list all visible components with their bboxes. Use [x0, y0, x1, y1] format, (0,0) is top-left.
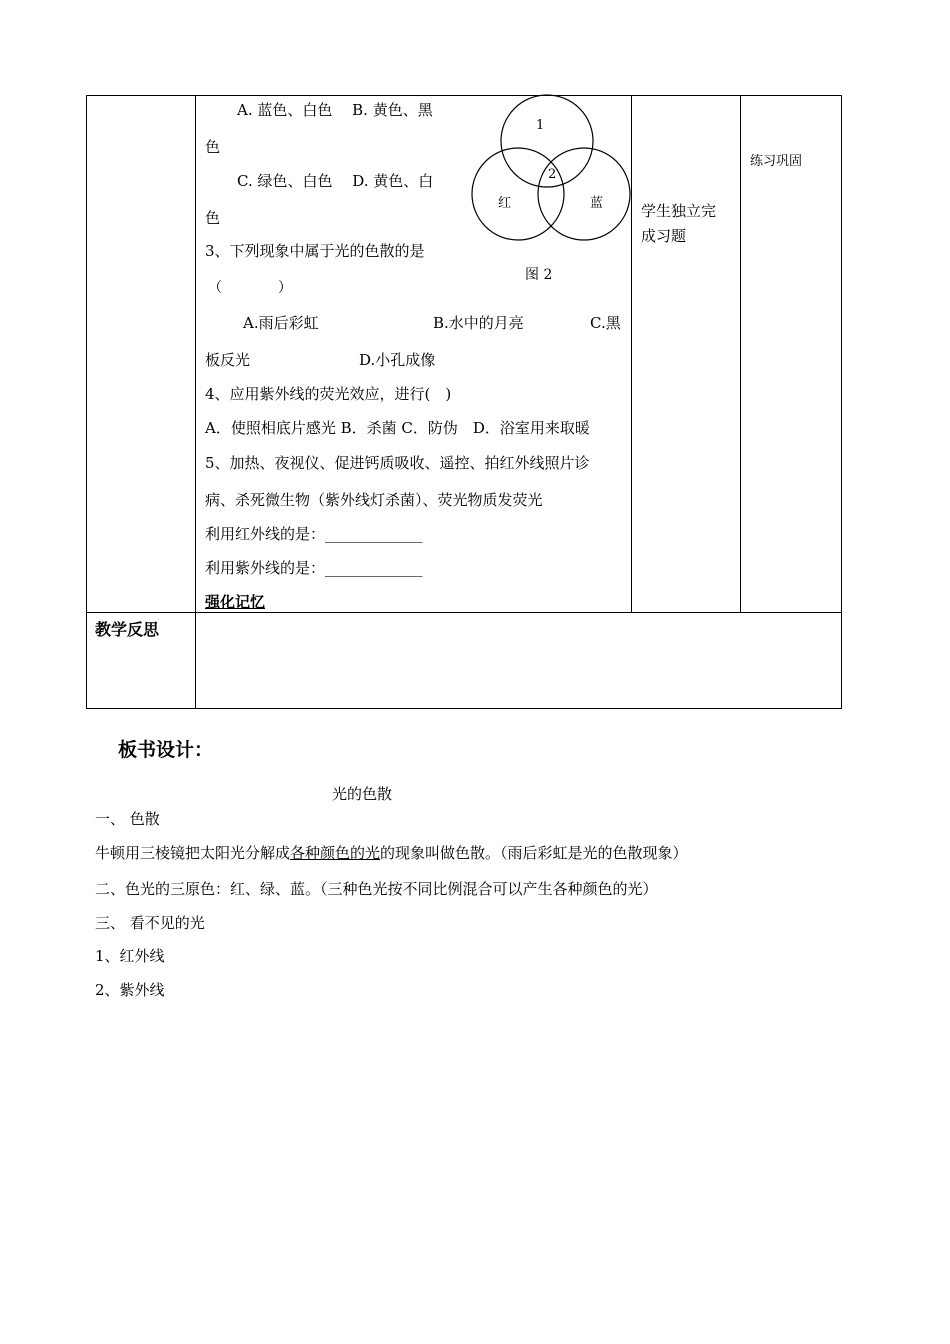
infrared-item: 1、红外线 [95, 947, 165, 965]
q3-option-b: B.水中的月亮 [433, 314, 524, 332]
table-divider [740, 95, 741, 612]
q3-option-c: C.黑 [590, 314, 621, 332]
board-design-heading: 板书设计： [118, 739, 214, 761]
color-venn-diagram [466, 92, 636, 287]
question-5: 5、加热、夜视仪、促进钙质吸收、遥控、拍红外线照片诊 [205, 454, 590, 472]
question-5-wrap: 病、杀死微生物（紫外线灯杀菌）、荧光物质发荧光 [205, 491, 543, 509]
q4-options: A．使照相底片感光 B．杀菌 C．防伪 D．浴室用来取暖 [205, 419, 590, 437]
venn-label-red: 红 [498, 196, 512, 211]
table-divider [195, 95, 196, 709]
section-3-heading: 三、 看不见的光 [95, 914, 205, 932]
reinforce-memory: 强化记忆 [205, 593, 266, 611]
q2-options-ab-wrap: 色 [205, 138, 221, 156]
student-activity-line-1: 学生独立完 [641, 202, 717, 220]
board-title: 光的色散 [332, 785, 393, 803]
reflection-label: 教学反思 [95, 620, 160, 639]
q2-options-cd: C. 绿色、白色 D. 黄色、白 [237, 172, 434, 190]
underlined-term: 各种颜色的光 [290, 844, 381, 862]
section-2: 二、色光的三原色：红、绿、蓝。（三种色光按不同比例混合可以产生各种颜色的光） [95, 880, 658, 898]
design-purpose: 练习巩固 [750, 154, 803, 169]
question-4: 4、应用紫外线的荧光效应，进行( ) [205, 385, 452, 403]
q2-options-ab: A. 蓝色、白色 B. 黄色、黑 [237, 101, 433, 119]
venn-circle-top [501, 95, 593, 187]
student-activity-line-2: 成习题 [641, 227, 687, 245]
section-1-heading: 一、 色散 [95, 810, 160, 828]
lesson-table [86, 95, 842, 709]
table-divider [86, 612, 842, 613]
venn-label-2: 2 [548, 167, 557, 182]
figure-caption: 图 2 [525, 267, 553, 283]
infrared-prompt: 利用红外线的是：_____________ [205, 525, 423, 543]
venn-circle-red [472, 148, 564, 240]
venn-label-blue: 蓝 [590, 196, 604, 211]
ultraviolet-item: 2、紫外线 [95, 981, 165, 999]
question-3: 3、下列现象中属于光的色散的是 [205, 242, 425, 260]
venn-label-1: 1 [536, 118, 545, 133]
q3-option-d: D.小孔成像 [359, 351, 436, 369]
venn-circle-blue [538, 148, 630, 240]
answer-blank: （ ） [208, 280, 292, 296]
q3-option-c-wrap: 板反光 [205, 351, 251, 369]
section-1-definition: 牛顿用三棱镜把太阳光分解成各种颜色的光的现象叫做色散。（雨后彩虹是光的色散现象） [95, 844, 688, 862]
ultraviolet-prompt: 利用紫外线的是：_____________ [205, 559, 423, 577]
q2-options-cd-wrap: 色 [205, 209, 221, 227]
q3-option-a: A.雨后彩虹 [243, 314, 319, 332]
